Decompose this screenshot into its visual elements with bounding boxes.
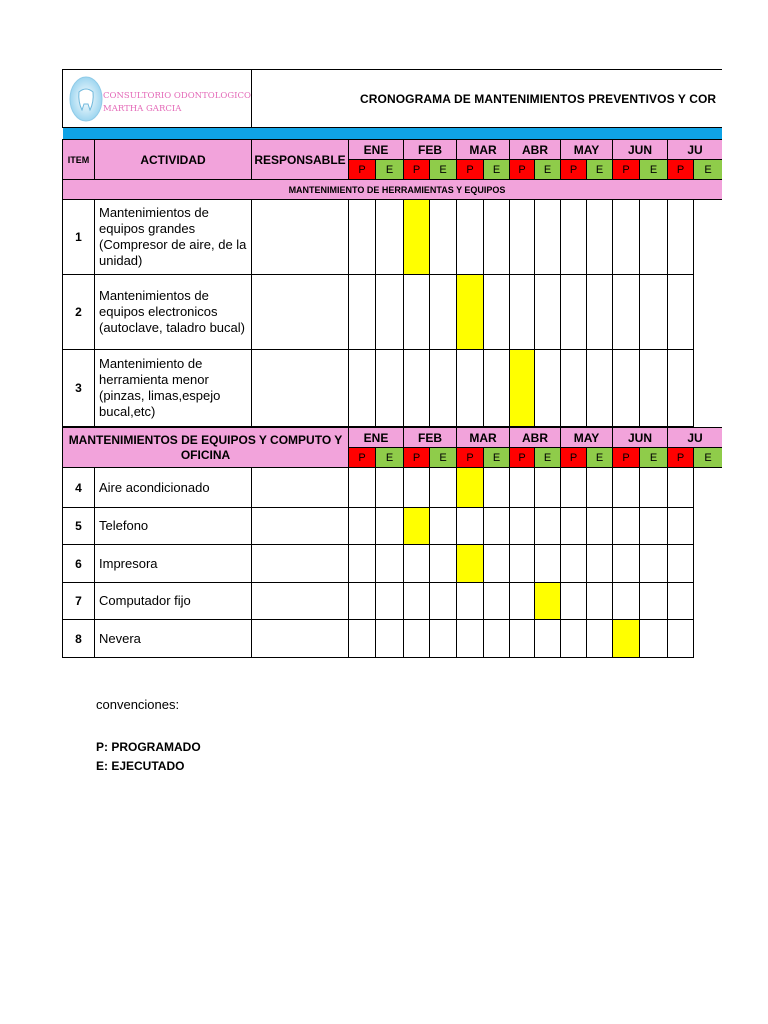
activity-cell: Mantenimiento de herramienta menor (pinzas, limas,espejo bucal,etc) [94, 349, 252, 427]
schedule-cell [403, 582, 430, 620]
schedule-cell [509, 274, 535, 350]
item-number: 1 [62, 199, 95, 275]
month-mar: MAR [456, 139, 510, 160]
schedule-cell [639, 619, 668, 658]
responsable-cell[interactable] [251, 467, 349, 508]
schedule-cell [639, 507, 668, 545]
month-ene: ENE [348, 427, 404, 448]
schedule-cell [667, 349, 694, 427]
schedule-cell [429, 467, 457, 508]
schedule-cell [456, 619, 484, 658]
schedule-cell [509, 199, 535, 275]
section-1-title: MANTENIMIENTO DE HERRAMIENTAS Y EQUIPOS [62, 179, 722, 200]
activity-cell: Mantenimientos de equipos grandes (Compresor de aire, de la unidad) [94, 199, 252, 275]
schedule-cell [348, 467, 376, 508]
activity-cell: Computador fijo [94, 582, 252, 620]
ejecutado-cell: E [639, 159, 668, 180]
item-number: 3 [62, 349, 95, 427]
logo-cell [62, 69, 252, 128]
schedule-cell [348, 507, 376, 545]
schedule-cell [560, 544, 587, 583]
programado-cell: P [560, 447, 587, 468]
schedule-cell [586, 582, 613, 620]
schedule-cell [483, 467, 510, 508]
scheduled-mark [612, 619, 640, 658]
month-ju: JU [667, 427, 722, 448]
schedule-cell [509, 507, 535, 545]
schedule-cell [586, 507, 613, 545]
month-may: MAY [560, 139, 613, 160]
schedule-cell [560, 199, 587, 275]
schedule-cell [639, 274, 668, 350]
schedule-cell [348, 274, 376, 350]
header-band [63, 128, 722, 139]
schedule-cell [483, 274, 510, 350]
programado-cell: P [348, 447, 376, 468]
schedule-cell [667, 199, 694, 275]
ejecutado-cell: E [483, 159, 510, 180]
item-number: 8 [62, 619, 95, 658]
schedule-cell [639, 582, 668, 620]
schedule-cell [456, 582, 484, 620]
programado-cell: P [667, 159, 694, 180]
schedule-cell [534, 274, 561, 350]
section-2-title: MANTENIMIENTOS DE EQUIPOS Y COMPUTO Y OFICINA [62, 427, 349, 468]
scheduled-mark [456, 467, 484, 508]
scheduled-mark [509, 349, 535, 427]
schedule-cell [586, 619, 613, 658]
programado-cell: P [456, 447, 484, 468]
schedule-cell [375, 544, 404, 583]
responsable-cell[interactable] [251, 274, 349, 350]
legend-ejecutado: E: EJECUTADO [96, 759, 185, 773]
schedule-cell [586, 274, 613, 350]
schedule-cell [534, 467, 561, 508]
schedule-cell [456, 349, 484, 427]
schedule-cell [612, 507, 640, 545]
schedule-cell [667, 582, 694, 620]
schedule-cell [560, 619, 587, 658]
schedule-cell [612, 349, 640, 427]
schedule-cell [429, 619, 457, 658]
activity-cell: Nevera [94, 619, 252, 658]
schedule-cell [403, 619, 430, 658]
schedule-cell [612, 274, 640, 350]
programado-cell: P [348, 159, 376, 180]
legend [96, 697, 201, 776]
programado-cell: P [403, 447, 430, 468]
schedule-cell [483, 619, 510, 658]
ejecutado-cell: E [429, 159, 457, 180]
schedule-cell [639, 199, 668, 275]
month-abr: ABR [509, 427, 561, 448]
schedule-cell [534, 199, 561, 275]
schedule-cell [667, 507, 694, 545]
activity-cell: Impresora [94, 544, 252, 583]
programado-cell: P [509, 159, 535, 180]
ejecutado-cell: E [534, 447, 561, 468]
responsable-cell[interactable] [251, 507, 349, 545]
activity-cell: Mantenimientos de equipos electronicos (autoclave, taladro bucal) [94, 274, 252, 350]
activity-cell: Telefono [94, 507, 252, 545]
month-ju: JU [667, 139, 722, 160]
ejecutado-cell: E [375, 159, 404, 180]
programado-cell: P [456, 159, 484, 180]
schedule-cell [534, 619, 561, 658]
responsable-cell[interactable] [251, 619, 349, 658]
schedule-cell [639, 349, 668, 427]
schedule-cell [586, 467, 613, 508]
schedule-cell [612, 544, 640, 583]
schedule-cell [403, 544, 430, 583]
schedule-cell [375, 274, 404, 350]
schedule-cell [534, 507, 561, 545]
month-feb: FEB [403, 139, 457, 160]
schedule-cell [639, 544, 668, 583]
schedule-cell [348, 619, 376, 658]
month-ene: ENE [348, 139, 404, 160]
schedule-cell [560, 274, 587, 350]
ejecutado-cell: E [586, 159, 613, 180]
schedule-cell [483, 544, 510, 583]
schedule-cell [483, 507, 510, 545]
month-mar: MAR [456, 427, 510, 448]
schedule-cell [429, 349, 457, 427]
ejecutado-cell: E [429, 447, 457, 468]
schedule-cell [429, 544, 457, 583]
schedule-cell [348, 544, 376, 583]
item-header: ITEM [62, 139, 95, 180]
schedule-cell [509, 582, 535, 620]
ejecutado-cell: E [693, 159, 722, 180]
schedule-cell [612, 199, 640, 275]
schedule-cell [667, 619, 694, 658]
programado-cell: P [667, 447, 694, 468]
ejecutado-cell: E [483, 447, 510, 468]
schedule-cell [403, 274, 430, 350]
item-number: 5 [62, 507, 95, 545]
ejecutado-cell: E [534, 159, 561, 180]
schedule-cell [612, 467, 640, 508]
programado-cell: P [403, 159, 430, 180]
schedule-cell [403, 467, 430, 508]
schedule-cell [483, 199, 510, 275]
month-jun: JUN [612, 139, 668, 160]
item-number: 2 [62, 274, 95, 350]
tooth-logo-icon [69, 76, 103, 122]
activity-cell: Aire acondicionado [94, 467, 252, 508]
schedule-cell [639, 467, 668, 508]
schedule-cell [534, 544, 561, 583]
schedule-cell [509, 619, 535, 658]
ejecutado-cell: E [639, 447, 668, 468]
schedule-cell [667, 467, 694, 508]
schedule-cell [375, 199, 404, 275]
responsable-cell[interactable] [251, 199, 349, 275]
legend-label: convenciones: [96, 697, 180, 712]
schedule-cell [560, 582, 587, 620]
programado-cell: P [560, 159, 587, 180]
schedule-cell [375, 467, 404, 508]
schedule-cell [348, 582, 376, 620]
schedule-cell [375, 507, 404, 545]
schedule-cell [456, 507, 484, 545]
schedule-cell [667, 544, 694, 583]
logo-line-1: CONSULTORIO ODONTOLOGICO [103, 91, 251, 101]
schedule-cell [586, 349, 613, 427]
schedule-cell [429, 582, 457, 620]
schedule-cell [534, 349, 561, 427]
schedule-cell [586, 544, 613, 583]
item-number: 6 [62, 544, 95, 583]
page-title: CRONOGRAMA DE MANTENIMIENTOS PREVENTIVOS Y COR [251, 69, 722, 128]
programado-cell: P [612, 159, 640, 180]
legend-programado: P: PROGRAMADO [96, 740, 201, 754]
schedule-cell [375, 349, 404, 427]
schedule-cell [429, 274, 457, 350]
ejecutado-cell: E [693, 447, 722, 468]
schedule-cell [560, 507, 587, 545]
schedule-cell [348, 349, 376, 427]
schedule-cell [375, 582, 404, 620]
scheduled-mark [456, 274, 484, 350]
ejecutado-cell: E [375, 447, 404, 468]
responsable-cell[interactable] [251, 582, 349, 620]
responsable-cell[interactable] [251, 544, 349, 583]
schedule-cell [586, 199, 613, 275]
month-jun: JUN [612, 427, 668, 448]
schedule-cell [667, 274, 694, 350]
schedule-cell [348, 199, 376, 275]
month-feb: FEB [403, 427, 457, 448]
schedule-cell [456, 199, 484, 275]
programado-cell: P [612, 447, 640, 468]
scheduled-mark [534, 582, 561, 620]
scheduled-mark [403, 507, 430, 545]
schedule-cell [560, 467, 587, 508]
month-may: MAY [560, 427, 613, 448]
schedule-cell [483, 582, 510, 620]
schedule-cell [483, 349, 510, 427]
schedule-cell [429, 507, 457, 545]
responsable-header: RESPONSABLE [251, 139, 349, 180]
schedule-cell [403, 349, 430, 427]
scheduled-mark [403, 199, 430, 275]
logo-line-2: MARTHA GARCIA [103, 104, 182, 114]
actividad-header: ACTIVIDAD [94, 139, 252, 180]
schedule-cell [612, 582, 640, 620]
schedule-cell [375, 619, 404, 658]
programado-cell: P [509, 447, 535, 468]
month-abr: ABR [509, 139, 561, 160]
scheduled-mark [456, 544, 484, 583]
item-number: 4 [62, 467, 95, 508]
logo-text [103, 90, 251, 116]
schedule-cell [509, 544, 535, 583]
schedule-sheet [62, 69, 722, 669]
ejecutado-cell: E [586, 447, 613, 468]
item-number: 7 [62, 582, 95, 620]
schedule-cell [509, 467, 535, 508]
responsable-cell[interactable] [251, 349, 349, 427]
schedule-cell [560, 349, 587, 427]
schedule-cell [429, 199, 457, 275]
